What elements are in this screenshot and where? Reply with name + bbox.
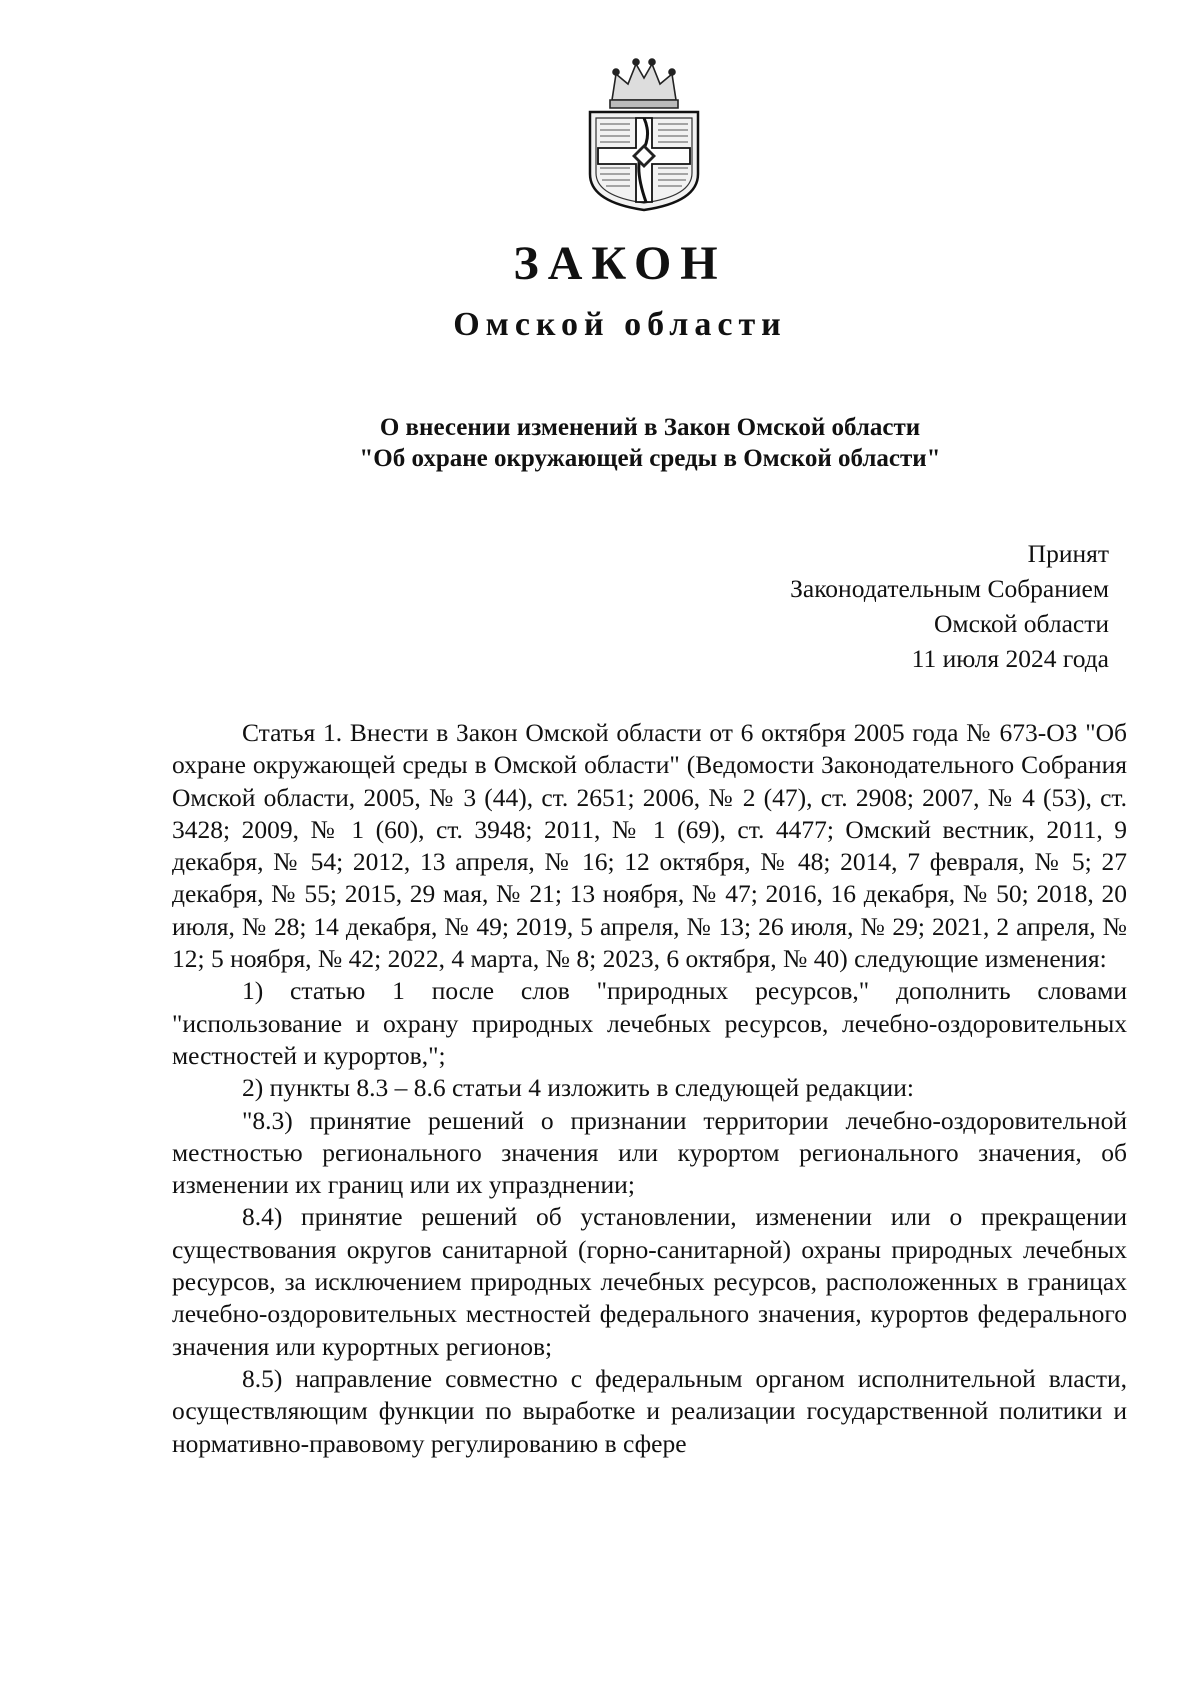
document-type-heading: ЗАКОН [513,237,727,290]
clause-8-5: 8.5) направление совместно с федеральным органом исполнительной власти, осуществляющим функции по выработке и реализации государственной политики и нормативно-правовому регулированию в сфере [172,1363,1127,1458]
law-title [170,412,1130,474]
adoption-line: Омской области [934,609,1109,638]
law-title-line: О внесении изменений в Закон Омской области [379,414,921,441]
law-title-line: "Об охране окружающей среды в Омской области" [359,445,941,472]
adoption-line: Законодательным Собранием [790,574,1109,603]
adoption-block [790,536,1109,676]
clause-8-4: 8.4) принятие решений об установлении, изменении или о прекращении существования округов санитарной (горно-санитарной) охраны природных лечебных ресурсов, за исключением природных лечебных ресурсов, расположенных в границах лечебно-оздоровительных местностей федерального значения, курортов федерального значения или курортных регионов; [172,1202,1127,1361]
coat-of-arms-icon [582,56,706,212]
law-body [172,717,1127,1460]
amendment-item-2: 2) пункты 8.3 – 8.6 статьи 4 изложить в следующей редакции: [242,1073,914,1103]
amendment-item-1: 1) статью 1 после слов "природных ресурсов," дополнить словами "использование и охрану природных лечебных ресурсов, лечебно-оздоровительных местностей и курортов,"; [172,976,1127,1070]
adoption-line: Принят [1027,539,1109,568]
adoption-date: 11 июля 2024 года [911,644,1109,673]
region-heading: Омской области [453,306,787,343]
clause-8-3: "8.3) принятие решений о признании территории лечебно-оздоровительной местностью регионального значения или курортом регионального значения, об изменении их границ или их упразднении; [172,1105,1127,1200]
article-1-paragraph: Статья 1. Внести в Закон Омской области от 6 октября 2005 года № 673-ОЗ "Об охране окружающей среды в Омской области" (Ведомости Законодательного Собрания Омской области, 2005, № 3 (44), ст. 2651; 2006, № 2 (47), ст. 2908; 2007, № 4 (53), ст. 3428; 2009, № 1 (60), ст. 3948; 2011, № 1 (69), ст. 4477; Омский вестник, 2011, 9 декабря, № 54; 2012, 13 апреля, № 16; 12 октября, № 48; 2014, 7 февраля, № 5; 27 декабря, № 55; 2015, 29 мая, № 21; 13 ноября, № 47; 2016, 16 декабря, № 50; 2018, 20 июля, № 28; 14 декабря, № 49; 2019, 5 апреля, № 13; 26 июля, № 29; 2021, 2 апреля, № 12; 5 ноября, № 42; 2022, 4 марта, № 8; 2023, 6 октября, № 40) следующие изменения: [172,718,1127,974]
